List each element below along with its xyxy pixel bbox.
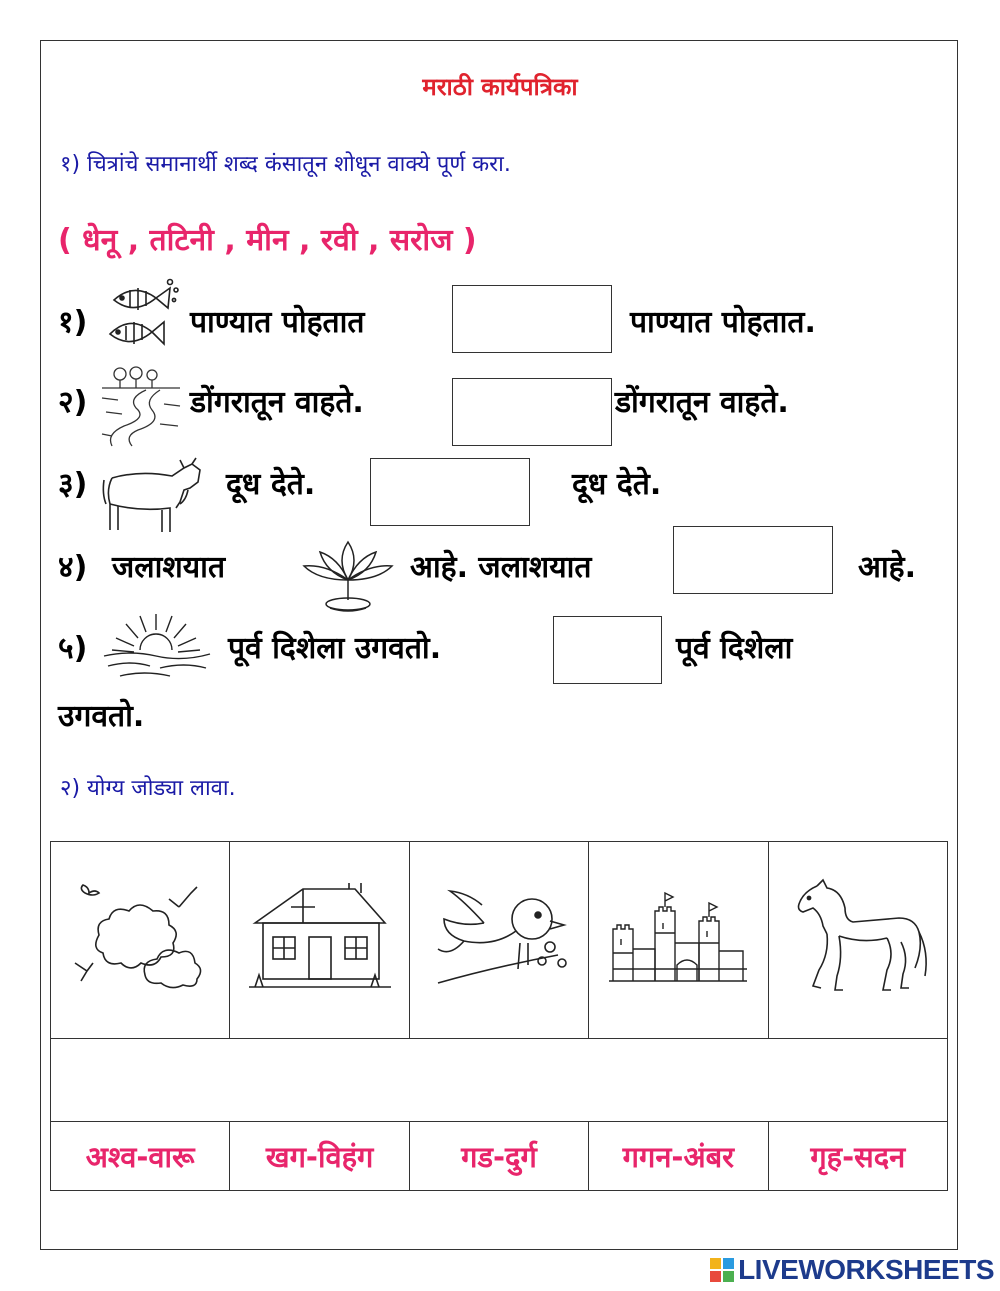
picture-cell-castle[interactable] (589, 842, 768, 1039)
horse-icon (783, 878, 933, 998)
item4-text-before: आहे. जलाशयात (410, 550, 592, 585)
item1-text-before: पाण्यात पोहतात (190, 305, 365, 340)
answer-box-2[interactable] (452, 378, 612, 446)
match-word-4[interactable]: गगन-अंबर (589, 1122, 768, 1191)
item2-text-after: डोंगरातून वाहते. (615, 385, 789, 420)
item5-text-continued: उगवतो. (58, 699, 145, 734)
clouds-icon (65, 883, 215, 993)
item3-text-after: दूध देते. (572, 467, 662, 502)
castle-icon (603, 883, 753, 993)
cow-icon (100, 454, 210, 536)
picture-cell-clouds[interactable] (51, 842, 230, 1039)
section1-instruction: १) चित्रांचे समानार्थी शब्द कंसातून शोधून वाक्ये पूर्ण करा. (60, 152, 511, 177)
picture-cell-bird[interactable] (409, 842, 588, 1039)
picture-cell-house[interactable] (230, 842, 409, 1039)
match-word-3[interactable]: गड-दुर्ग (409, 1122, 588, 1191)
item2-number: २) (58, 385, 88, 420)
match-word-2[interactable]: खग-विहंग (230, 1122, 409, 1191)
item4-text-lead: जलाशयात (112, 550, 226, 585)
item4-number: ४) (58, 550, 88, 585)
fish-icon (100, 278, 182, 356)
answer-box-3[interactable] (370, 458, 530, 526)
rising-sun-icon (100, 610, 214, 682)
item5-text-before: पूर्व दिशेला उगवतो. (228, 631, 442, 666)
match-word-1[interactable]: अश्व-वारू (51, 1122, 230, 1191)
river-icon (98, 364, 184, 448)
answer-box-4[interactable] (673, 526, 833, 594)
matching-table (50, 841, 948, 1191)
item5-number: ५) (58, 631, 88, 666)
item3-text-before: दूध देते. (226, 467, 316, 502)
answer-box-5[interactable] (553, 616, 662, 684)
item5-text-after: पूर्व दिशेला (676, 631, 793, 666)
liveworksheets-logo (710, 1254, 994, 1286)
answer-box-1[interactable] (452, 285, 612, 353)
house-icon (245, 883, 395, 993)
word-bank: ( धेनू , तटिनी , मीन , रवी , सरोज ) (58, 223, 477, 258)
item1-number: १) (58, 305, 88, 340)
lotus-icon (300, 536, 396, 614)
logo-blocks-icon (710, 1258, 734, 1282)
item4-text-after: आहे. (858, 550, 916, 585)
section2-instruction: २) योग्य जोड्या लावा. (60, 776, 236, 801)
bird-icon (424, 883, 574, 993)
picture-cell-horse[interactable] (768, 842, 947, 1039)
item2-text-before: डोंगरातून वाहते. (190, 385, 364, 420)
item3-number: ३) (58, 467, 88, 502)
worksheet-title: मराठी कार्यपत्रिका (422, 73, 578, 101)
item1-text-after: पाण्यात पोहतात. (630, 305, 816, 340)
match-word-5[interactable]: गृह-सदन (768, 1122, 947, 1191)
brand-name: LIVEWORKSHEETS (738, 1254, 994, 1285)
match-drop-area[interactable] (51, 1039, 948, 1122)
